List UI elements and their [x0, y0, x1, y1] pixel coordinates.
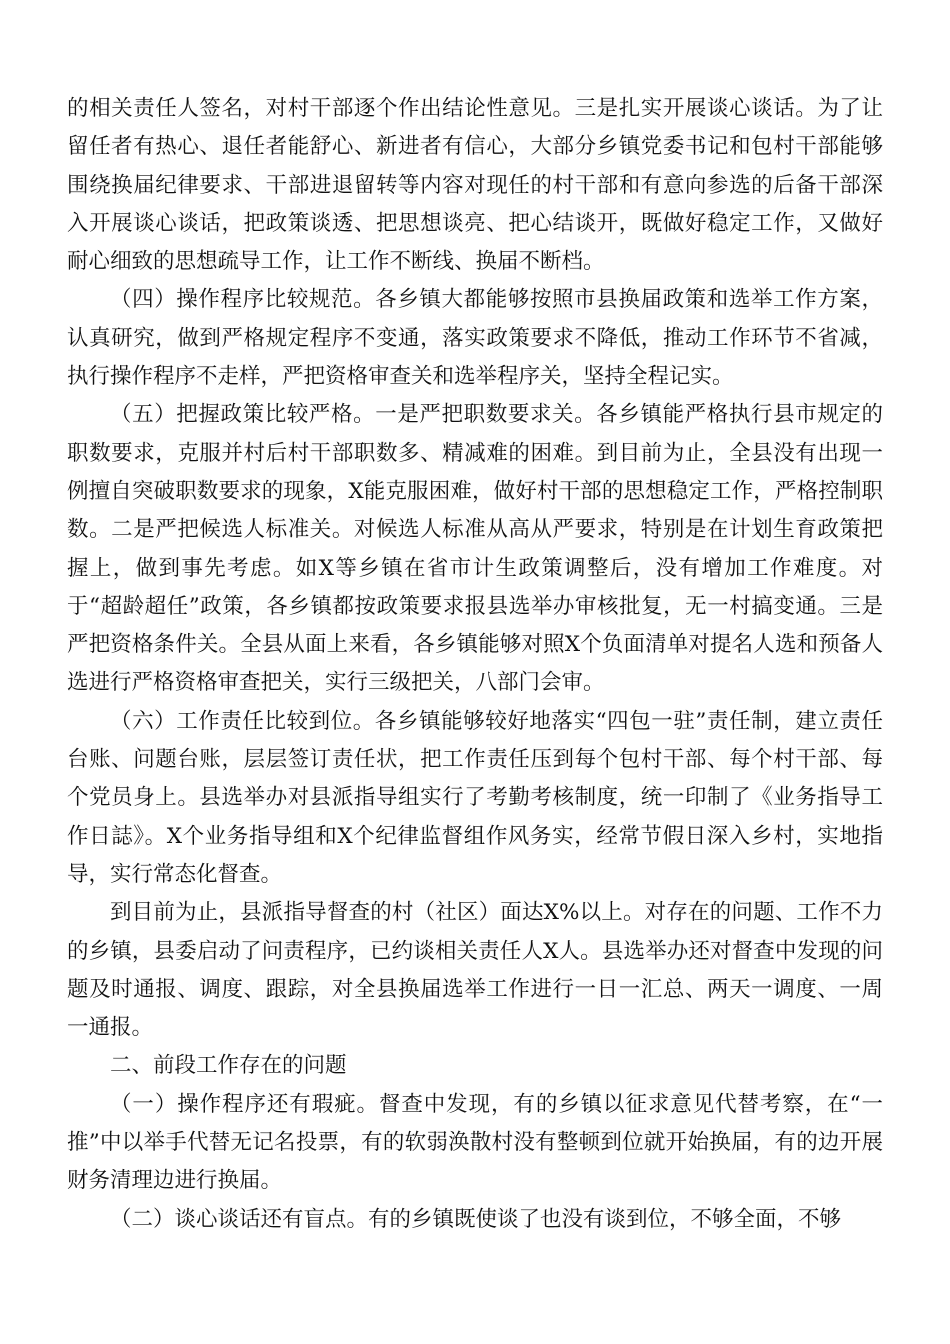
paragraph-procedure-standard: （四）操作程序比较规范。各乡镇大都能够按照市县换届政策和选举工作方案，认真研究，做到严格规定程序不变通，落实政策要求不降低，推动工作环节不省减，执行操作程序不走样，严把资格审查关和选举程序关，坚持全程记实。: [67, 287, 883, 390]
document-page: [67, 90, 883, 1239]
paragraph-supervision-progress: 到目前为止，县派指导督查的村（社区）面达X%以上。对存在的问题、工作不力的乡镇，县委启动了问责程序，已约谈相关责任人X人。县选举办还对督查中发现的问题及时通报、调度、跟踪，对全县换届选举工作进行一日一汇总、两天一调度、一周一通报。: [67, 900, 883, 1041]
section-heading-problems: 二、前段工作存在的问题: [110, 1053, 347, 1079]
paragraph-responsibility: （六）工作责任比较到位。各乡镇能够较好地落实“四包一驻”责任制，建立责任台账、问题台账，层层签订责任状，把工作责任压到每个包村干部、每个村干部、每个党员身上。县选举办对县派指导组实行了考勤考核制度，统一印制了《业务指导工作日誌》。X个业务指导组和X个纪律监督组作风务实，经常节假日深入乡村，实地指导，实行常态化督查。: [67, 708, 883, 887]
paragraph-talk-blind-spots: （二）谈心谈话还有盲点。有的乡镇既使谈了也没有谈到位，不够全面，不够: [110, 1206, 842, 1232]
paragraph-policy-strict: （五）把握政策比较严格。一是严把职数要求关。各乡镇能严格执行县市规定的职数要求，克服并村后村干部职数多、精减难的困难。到目前为止，全县没有出现一例擅自突破职数要求的现象，X能克服困难，做好村干部的思想稳定工作，严格控制职数。二是严把候选人标准关。对候选人标准从高从严要求，特别是在计划生育政策把握上，做到事先考虑。如X等乡镇在省市计生政策调整后，没有增加工作难度。对于“超龄超任”政策，各乡镇都按政策要求报县选举办审核批复，无一村搞变通。三是严把资格条件关。全县从面上来看，各乡镇能够对照X个负面清单对提名人选和预备人选进行严格资格审查把关，实行三级把关，八部门会审。: [67, 402, 883, 696]
paragraph-procedure-flaws: （一）操作程序还有瑕疵。督查中发现，有的乡镇以征求意见代替考察，在“一推”中以举手代替无记名投票，有的软弱涣散村没有整顿到位就开始换届，有的边开展财务清理边进行换届。: [67, 1091, 883, 1194]
paragraph-continued-talks: 的相关责任人签名，对村干部逐个作出结论性意见。三是扎实开展谈心谈话。为了让留任者有热心、退任者能舒心、新进者有信心，大部分乡镇党委书记和包村干部能够围绕换届纪律要求、干部进退留转等内容对现任的村干部和有意向参选的后备干部深入开展谈心谈话，把政策谈透、把思想谈亮、把心结谈开，既做好稳定工作，又做好耐心细致的思想疏导工作，让工作不断线、换届不断档。: [67, 96, 883, 275]
